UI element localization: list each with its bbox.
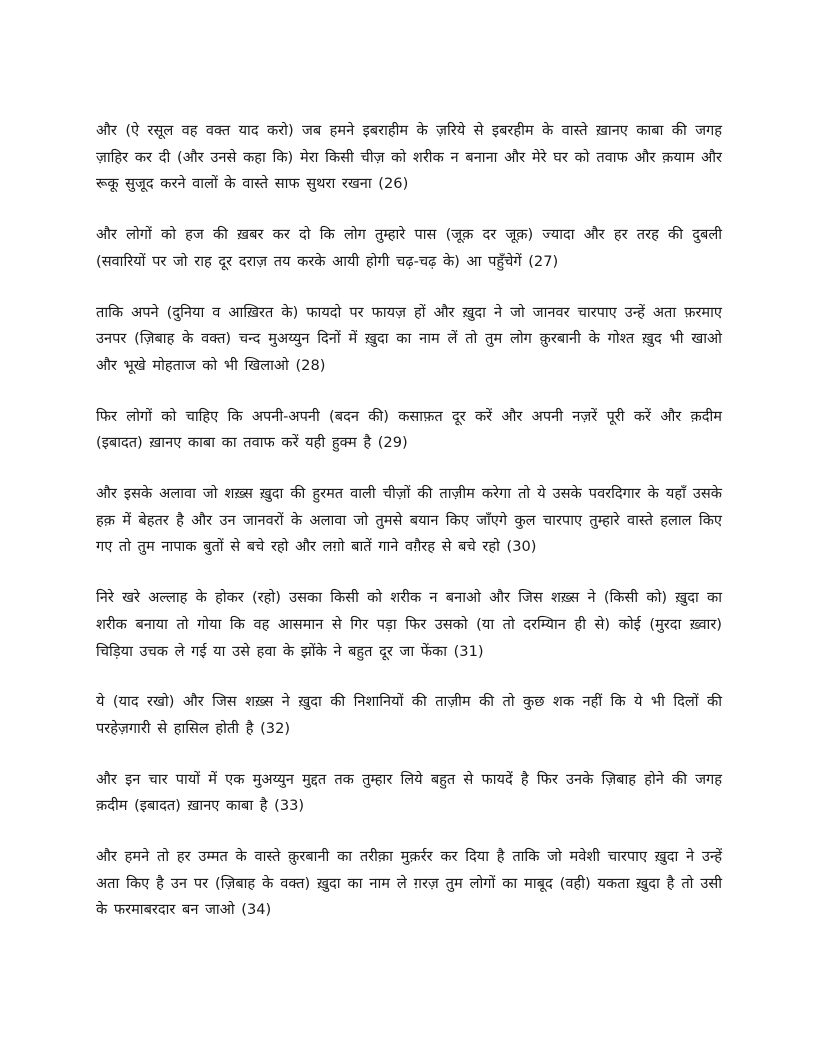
verse-30: और इसके अलावा जो शख़्स ख़ुदा की हुरमत वाली चीज़ों की ताज़ीम करेगा तो ये उसके पवरदिगार के यहाँ उसके हक़ में बेहतर है और उन जानवरों के अलावा जो तुमसे बयान किए जाँएगे कुल चारपाए तुम्हारे वास्ते हलाल किए गए तो तुम नापाक बुतों से बचे रहो और लग़ो बातें गाने वग़ैरह से बचे रहो (30) <box>96 485 722 556</box>
verse-33: और इन चार पायों में एक मुअय्युन मुद्दत तक तुम्हार लिये बहुत से फायदें है फिर उनके ज़िबाह होने की जगह क़दीम (इबादत) ख़ानए काबा है (33) <box>96 770 722 815</box>
verse-26: और (ऐ रसूल वह वक्त याद करो) जब हमने इबराहीम के ज़रिये से इबरहीम के वास्ते ख़ानए काबा की जगह ज़ाहिर कर दी (और उनसे कहा कि) मेरा किसी चीज़ को शरीक न बनाना और मेरे घर को तवाफ और क़याम और रूकू सुजूद करने वालों के वास्ते साफ सुथरा रखना (26) <box>96 122 722 193</box>
verse-31: निरे खरे अल्लाह के होकर (रहो) उसका किसी को शरीक न बनाओ और जिस शख़्स ने (किसी को) ख़ुदा का शरीक बनाया तो गोया कि वह आसमान से गिर पड़ा फिर उसको (या तो दरम्यिान ही से) कोई (मुरदा ख़्वार) चिड़िया उचक ले गई या उसे हवा के झोंके ने बहुत दूर जा फेंका (31) <box>96 589 722 660</box>
verse-32: ये (याद रखो) और जिस शख़्स ने ख़ुदा की निशानियों की ताज़ीम की तो कुछ शक नहीं कि ये भी दिलों की परहेज़गारी से हासिल होती है (32) <box>96 693 722 737</box>
verse-28: ताकि अपने (दुनिया व आख़िरत के) फायदो पर फायज़ हों और ख़ुदा ने जो जानवर चारपाए उन्हें अता फ़रमाए उनपर (ज़िबाह के वक्त) चन्द मुअय्युन दिनों में ख़ुदा का नाम लें तो तुम लोग क़ुरबानी के गोश्त ख़ुद भी खाओ और भूखे मोहताज को भी खिलाओ (28) <box>96 303 722 374</box>
verse-27: और लोगों को हज की ख़बर कर दो कि लोग तुम्हारे पास (जूक़ दर जूक़) ज्यादा और हर तरह की दुबली (सवारियों पर जो राह दूर दराज़ तय करके आयी होगी चढ़-चढ़ के) आ पहुँचेगें (27) <box>96 226 722 270</box>
verse-34: और हमने तो हर उम्मत के वास्ते क़ुरबानी का तरीक़ा मुक़र्रर कर दिया है ताकि जो मवेशी चारपाए ख़ुदा ने उन्हें अता किए है उन पर (ज़िबाह के वक्त) ख़ुदा का नाम ले ग़रज़ तुम लोगों का माबूद (वही) यकता ख़ुदा है तो उसी के फरमाबरदार बन जाओ (34) <box>96 848 722 919</box>
document-body <box>96 118 722 948</box>
verse-29: फिर लोगों को चाहिए कि अपनी-अपनी (बदन की) कसाफ़त दूर करें और अपनी नज़रें पूरी करें और क़दीम (इबादत) ख़ानए काबा का तवाफ करें यही हुक्म है (29) <box>96 407 722 452</box>
